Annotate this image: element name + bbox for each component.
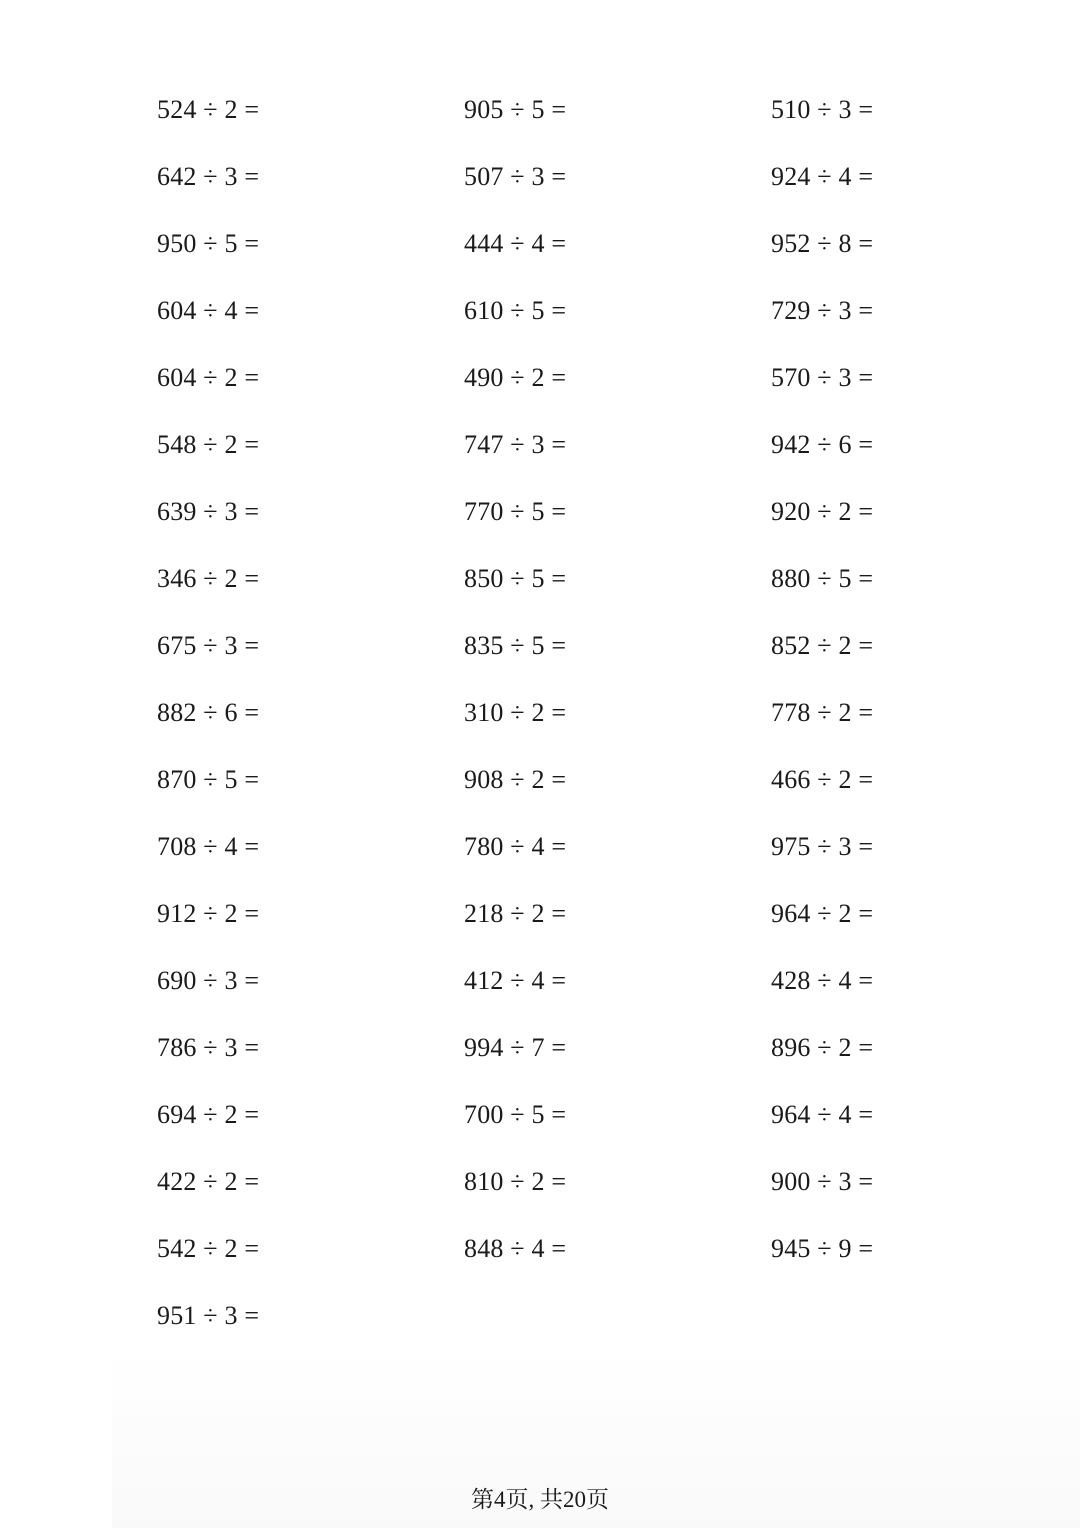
division-problem: 218 ÷ 2 = bbox=[464, 899, 567, 928]
division-problem: 690 ÷ 3 = bbox=[157, 966, 260, 995]
division-problem: 770 ÷ 5 = bbox=[464, 497, 567, 526]
division-problem: 675 ÷ 3 = bbox=[157, 631, 260, 660]
division-problem: 747 ÷ 3 = bbox=[464, 430, 567, 459]
division-problem: 850 ÷ 5 = bbox=[464, 564, 567, 593]
division-problem: 524 ÷ 2 = bbox=[157, 95, 260, 124]
division-problem: 510 ÷ 3 = bbox=[771, 95, 874, 124]
division-problem: 780 ÷ 4 = bbox=[464, 832, 567, 861]
division-problem: 548 ÷ 2 = bbox=[157, 430, 260, 459]
division-problem: 852 ÷ 2 = bbox=[771, 631, 874, 660]
problem-column-1 bbox=[157, 76, 457, 1349]
division-problem: 570 ÷ 3 = bbox=[771, 363, 874, 392]
division-problem: 346 ÷ 2 = bbox=[157, 564, 260, 593]
division-problem: 848 ÷ 4 = bbox=[464, 1234, 567, 1263]
division-problem: 945 ÷ 9 = bbox=[771, 1234, 874, 1263]
problem-column-3 bbox=[771, 76, 1071, 1282]
division-problem: 920 ÷ 2 = bbox=[771, 497, 874, 526]
division-problem: 642 ÷ 3 = bbox=[157, 162, 260, 191]
division-problem: 951 ÷ 3 = bbox=[157, 1301, 260, 1330]
division-problem: 778 ÷ 2 = bbox=[771, 698, 874, 727]
division-problem: 604 ÷ 2 = bbox=[157, 363, 260, 392]
division-problem: 905 ÷ 5 = bbox=[464, 95, 567, 124]
division-problem: 952 ÷ 8 = bbox=[771, 229, 874, 258]
problem-column-2 bbox=[464, 76, 764, 1282]
division-problem: 412 ÷ 4 = bbox=[464, 966, 567, 995]
division-problem: 729 ÷ 3 = bbox=[771, 296, 874, 325]
division-problem: 912 ÷ 2 = bbox=[157, 899, 260, 928]
division-problem: 507 ÷ 3 = bbox=[464, 162, 567, 191]
division-problem: 942 ÷ 6 = bbox=[771, 430, 874, 459]
division-problem: 908 ÷ 2 = bbox=[464, 765, 567, 794]
division-problem: 870 ÷ 5 = bbox=[157, 765, 260, 794]
division-problem: 975 ÷ 3 = bbox=[771, 832, 874, 861]
division-problem: 700 ÷ 5 = bbox=[464, 1100, 567, 1129]
division-problem: 490 ÷ 2 = bbox=[464, 363, 567, 392]
division-problem: 694 ÷ 2 = bbox=[157, 1100, 260, 1129]
division-problem: 422 ÷ 2 = bbox=[157, 1167, 260, 1196]
division-problem: 310 ÷ 2 = bbox=[464, 698, 567, 727]
division-problem: 610 ÷ 5 = bbox=[464, 296, 567, 325]
division-problem: 880 ÷ 5 = bbox=[771, 564, 874, 593]
division-problem: 444 ÷ 4 = bbox=[464, 229, 567, 258]
division-problem: 924 ÷ 4 = bbox=[771, 162, 874, 191]
division-problem: 428 ÷ 4 = bbox=[771, 966, 874, 995]
division-problem: 900 ÷ 3 = bbox=[771, 1167, 874, 1196]
page-number-footer: 第4页, 共20页 bbox=[471, 1487, 609, 1512]
division-problem: 882 ÷ 6 = bbox=[157, 698, 260, 727]
division-problem: 810 ÷ 2 = bbox=[464, 1167, 567, 1196]
division-problem: 639 ÷ 3 = bbox=[157, 497, 260, 526]
division-problem: 542 ÷ 2 = bbox=[157, 1234, 260, 1263]
division-problem: 708 ÷ 4 = bbox=[157, 832, 260, 861]
division-problem: 994 ÷ 7 = bbox=[464, 1033, 567, 1062]
division-problem: 964 ÷ 4 = bbox=[771, 1100, 874, 1129]
division-problem: 896 ÷ 2 = bbox=[771, 1033, 874, 1062]
division-problem: 786 ÷ 3 = bbox=[157, 1033, 260, 1062]
division-problem: 950 ÷ 5 = bbox=[157, 229, 260, 258]
division-problem: 835 ÷ 5 = bbox=[464, 631, 567, 660]
division-problem: 466 ÷ 2 = bbox=[771, 765, 874, 794]
division-problem: 964 ÷ 2 = bbox=[771, 899, 874, 928]
division-problem: 604 ÷ 4 = bbox=[157, 296, 260, 325]
